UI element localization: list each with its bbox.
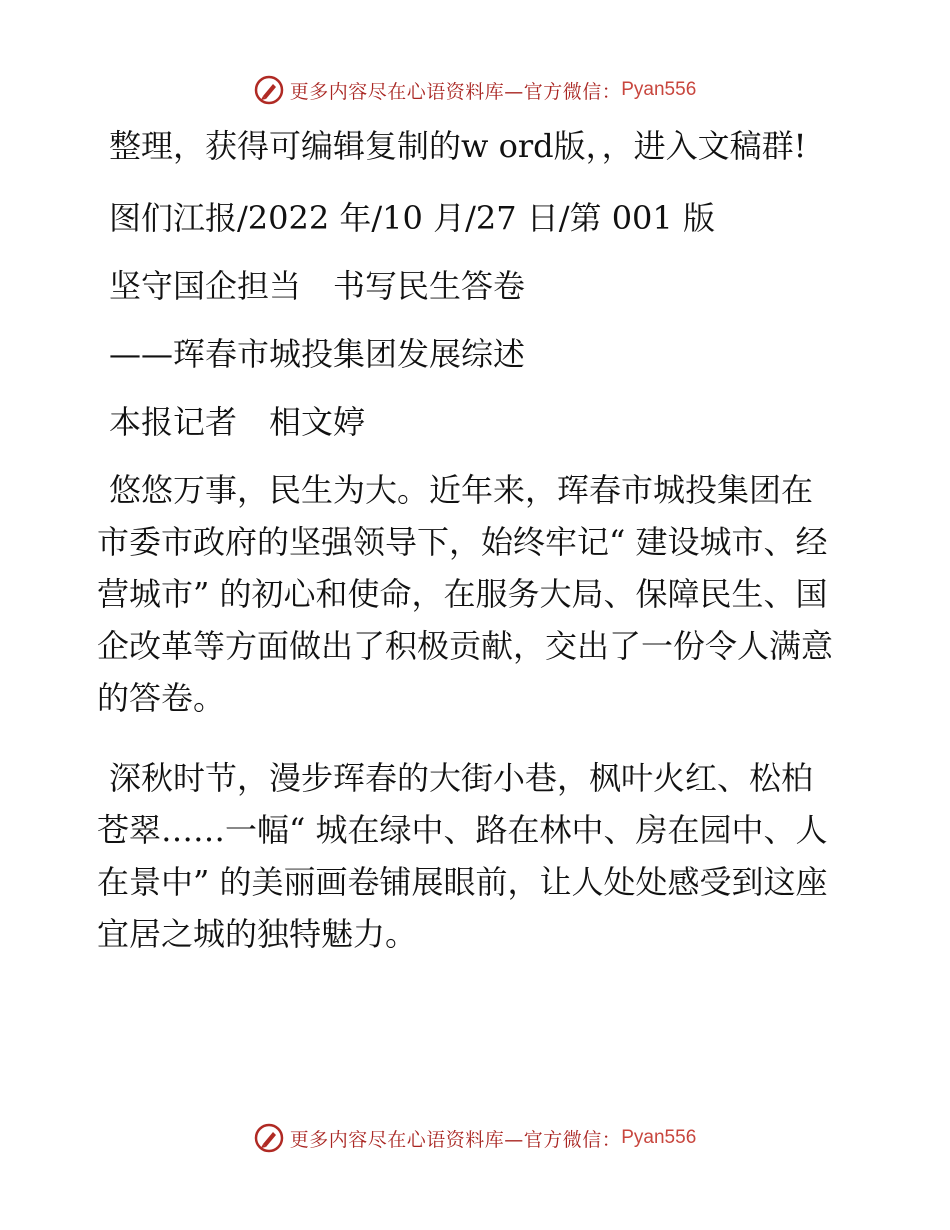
pen-logo-icon	[254, 1123, 284, 1153]
watermark-id: Pyan556	[621, 1127, 697, 1148]
byline: 本报记者 相文婷	[109, 403, 366, 441]
intro-note: 整理，获得可编辑复制的w ord版，，进入文稿群!	[109, 127, 807, 165]
watermark-id: Pyan556	[621, 79, 697, 100]
watermark-footer	[0, 1118, 950, 1158]
article-title: 坚守国企担当 书写民生答卷	[109, 267, 526, 305]
pen-logo-icon	[254, 75, 284, 105]
article-subtitle: ——珲春市城投集团发展综述	[109, 335, 526, 373]
watermark-text: 更多内容尽在心语资料库—官方微信：	[289, 1128, 622, 1151]
watermark-header	[0, 70, 950, 110]
watermark-text: 更多内容尽在心语资料库—官方微信：	[289, 80, 622, 103]
body-paragraph: 悠悠万事，民生为大。近年来，珲春市城投集团在市委市政府的坚强领导下，始终牢记“ 建设城市、经营城市” 的初心和使命，在服务大局、保障民生、国企改革等方面做出了积极贡献，交出了一份令人满意的答卷。	[97, 471, 834, 717]
body-paragraph: 深秋时节，漫步珲春的大街小巷，枫叶火红、松柏苍翠……一幅“ 城在绿中、路在林中、房在园中、人在景中” 的美丽画卷铺展眼前，让人处处感受到这座宜居之城的独特魅力。	[97, 759, 828, 953]
document-body	[97, 120, 837, 980]
source-line: 图们江报/2022 年/10 月/27 日/第 001 版	[109, 199, 715, 237]
